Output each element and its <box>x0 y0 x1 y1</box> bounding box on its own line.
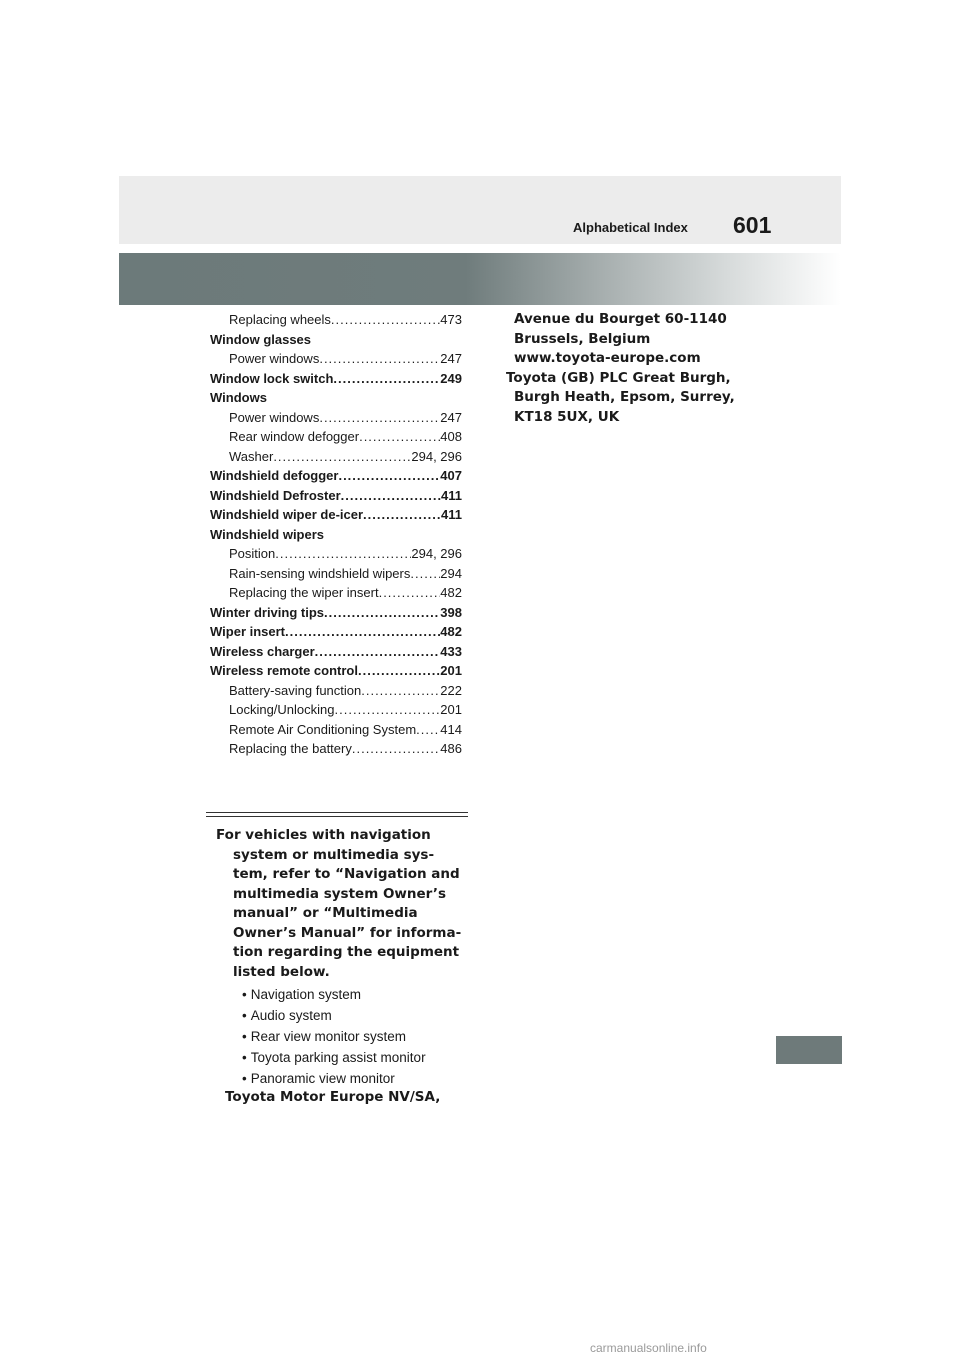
index-entry-page[interactable]: 201 <box>440 702 462 717</box>
index-entry-page[interactable]: 247 <box>440 409 462 425</box>
note-heading: For vehicles with navigation system or multimedia sys-tem, refer to “Navigation and multimedia system Owner’s manual” or “Multimedia Owner’s Manual” for informa-tion regarding the equipment listed below. <box>216 827 462 980</box>
section-title: Alphabetical Index <box>573 220 688 235</box>
index-entry <box>210 369 462 389</box>
index-entry-label: Rear window defogger <box>229 429 360 444</box>
index-entry-page[interactable]: 411 <box>441 507 462 522</box>
address-line: KT18 5UX, UK <box>514 408 620 425</box>
section-rule-top <box>206 812 468 813</box>
leader-dots <box>352 739 440 759</box>
index-entry-label: Window glasses <box>210 331 312 347</box>
leader-dots <box>341 486 441 506</box>
index-entry-page[interactable]: 414 <box>440 721 462 737</box>
index-entry-page[interactable]: 249 <box>440 370 462 386</box>
leader-dots <box>319 349 440 369</box>
index-entry-page[interactable]: 411 <box>441 487 462 503</box>
address-line: Avenue du Bourget 60-1140 <box>514 311 727 327</box>
index-entry-label: Wiper insert <box>210 624 286 639</box>
company-address-continued <box>506 310 766 427</box>
index-entry-label: Wireless remote control <box>210 663 358 678</box>
leader-dots <box>331 310 440 330</box>
index-entry-label: Windshield wiper de-icer <box>210 507 364 522</box>
index-entry-page[interactable]: 222 <box>440 682 462 698</box>
index-entry-page[interactable]: 433 <box>440 643 462 659</box>
list-item: • Toyota parking assist monitor <box>242 1050 426 1065</box>
website-link[interactable]: www.toyota-europe.com <box>514 350 701 366</box>
index-entry-label: Washer <box>229 448 274 464</box>
index-entry <box>210 427 462 447</box>
bullet-icon: • <box>242 1050 247 1065</box>
index-entry-label: Rain-sensing windshield wipers <box>229 565 411 581</box>
index-entry <box>210 661 462 681</box>
index-entry <box>210 466 462 486</box>
address-line: Burgh Heath, Epsom, Surrey, <box>514 389 735 405</box>
index-entry-page[interactable]: 486 <box>440 741 462 756</box>
index-entry-label: Power windows <box>229 409 320 425</box>
index-entry <box>210 720 462 740</box>
index-entry-label: Winter driving tips <box>210 604 324 620</box>
list-item: • Rear view monitor system <box>242 1029 407 1044</box>
bullet-icon: • <box>242 1071 247 1086</box>
index-entry-page[interactable]: 294 <box>440 565 462 581</box>
list-item: • Panoramic view monitor <box>242 1071 395 1086</box>
leader-dots <box>315 642 441 662</box>
leader-dots <box>324 603 440 623</box>
leader-dots <box>338 466 440 486</box>
leader-dots <box>275 544 411 564</box>
index-entry <box>210 388 462 408</box>
address-line: Brussels, Belgium <box>514 330 651 347</box>
equipment-list <box>216 984 468 1089</box>
index-entry-page[interactable]: 247 <box>440 351 462 366</box>
navigation-note <box>216 826 468 1089</box>
index-entry <box>210 408 462 428</box>
index-entry <box>210 583 462 603</box>
index-entry <box>210 310 462 330</box>
index-entry <box>210 330 462 350</box>
list-item: • Navigation system <box>242 987 362 1002</box>
leader-dots <box>359 427 440 447</box>
bullet-icon: • <box>242 1029 247 1044</box>
index-entry-page[interactable]: 473 <box>440 312 462 327</box>
index-entry-label: Replacing the wiper insert <box>229 585 379 600</box>
header-gradient-bar <box>119 253 841 305</box>
index-entry-label: Locking/Unlocking <box>229 702 335 717</box>
watermark: carmanualsonline.info <box>590 1341 707 1355</box>
index-entry-label: Position <box>229 546 276 561</box>
leader-dots <box>416 720 440 740</box>
index-entry-label: Power windows <box>229 351 320 366</box>
index-entry <box>210 622 462 642</box>
leader-dots <box>333 369 440 389</box>
leader-dots <box>379 583 441 603</box>
bullet-icon: • <box>242 987 247 1002</box>
index-entry-page[interactable]: 482 <box>440 624 462 639</box>
index-entry-label: Wireless charger <box>210 643 315 659</box>
index-entry-label: Windshield Defroster <box>210 487 341 503</box>
index-entry <box>210 700 462 720</box>
index-entry-label: Remote Air Conditioning System <box>229 721 417 737</box>
index-entry-page[interactable]: 398 <box>440 604 462 620</box>
index-entry-page[interactable]: 407 <box>440 468 462 483</box>
leader-dots <box>410 564 440 584</box>
index-entry-label: Windshield wipers <box>210 526 325 542</box>
index-entry <box>210 603 462 623</box>
address-line: Toyota (GB) PLC Great Burgh, <box>506 369 731 386</box>
index-entry-label: Replacing wheels <box>229 312 331 327</box>
index-list <box>210 310 462 759</box>
leader-dots <box>335 700 441 720</box>
company-address-start: Toyota Motor Europe NV/SA, <box>225 1089 441 1105</box>
list-item: • Audio system <box>242 1008 332 1023</box>
index-entry <box>210 486 462 506</box>
index-entry <box>210 505 462 525</box>
index-entry <box>210 349 462 369</box>
index-entry-page[interactable]: 408 <box>440 429 462 444</box>
bullet-icon: • <box>242 1008 247 1023</box>
leader-dots <box>358 661 440 681</box>
index-entry <box>210 447 462 467</box>
leader-dots <box>361 681 440 701</box>
index-entry <box>210 681 462 701</box>
index-entry <box>210 739 462 759</box>
index-entry-page[interactable]: 201 <box>440 663 462 678</box>
index-entry-page[interactable]: 294, 296 <box>411 546 462 561</box>
side-thumb-tab <box>776 1036 842 1064</box>
index-entry-label: Battery-saving function <box>229 682 362 698</box>
leader-dots <box>363 505 441 525</box>
index-entry-label: Windows <box>210 390 267 405</box>
leader-dots <box>319 408 440 428</box>
index-entry <box>210 544 462 564</box>
leader-dots <box>273 447 411 467</box>
index-entry-label: Replacing the battery <box>229 741 352 756</box>
index-entry <box>210 525 462 545</box>
index-entry-label: Windshield defogger <box>210 468 339 483</box>
index-entry <box>210 642 462 662</box>
index-entry-label: Window lock switch <box>210 370 334 386</box>
leader-dots <box>285 622 440 642</box>
page-number: 601 <box>733 212 772 238</box>
index-entry-page[interactable]: 482 <box>440 585 462 600</box>
index-entry <box>210 564 462 584</box>
section-rule-bottom <box>206 816 468 817</box>
index-entry-page[interactable]: 294, 296 <box>411 448 462 464</box>
